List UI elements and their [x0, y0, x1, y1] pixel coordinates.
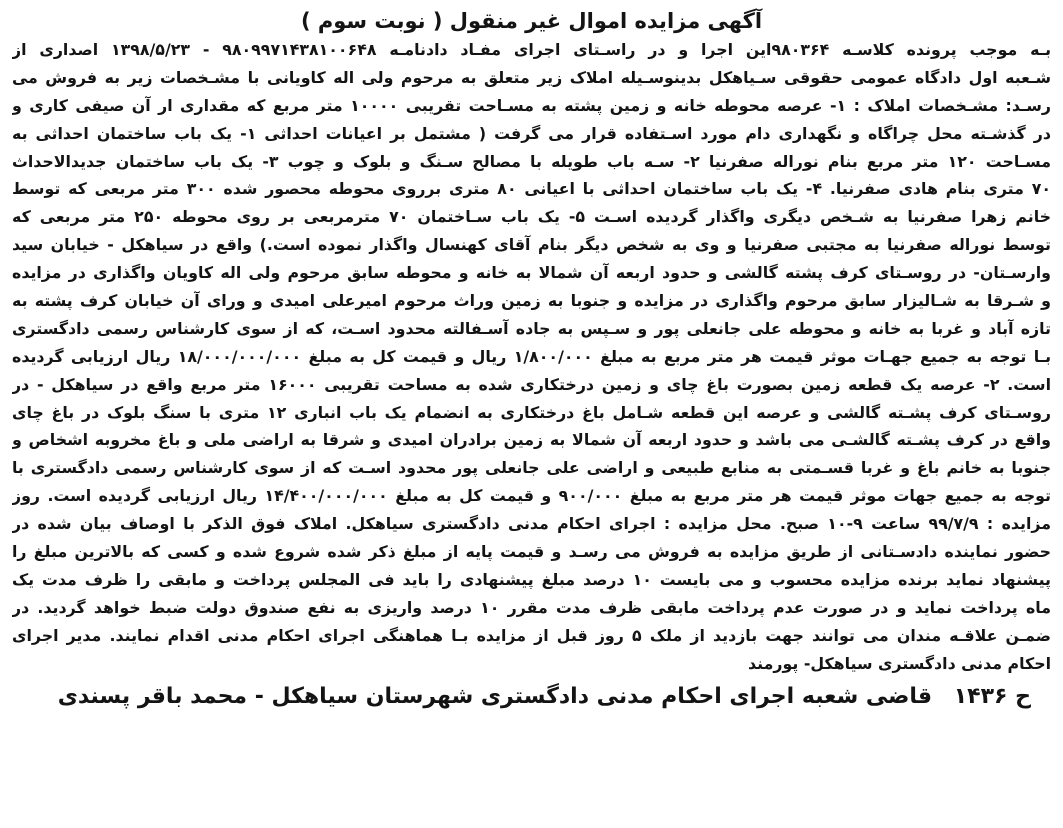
notice-line: شـعبه اول دادگاه عمومی حقوقی سـیاهکل بدینوسـیله املاک زیر متعلق به مرحوم ولی اله کاویانی با مشـخصات زیر به فروش می	[12, 67, 1051, 87]
signature-text: قاضی شعبه اجرای احکام مدنی دادگستری شهرستان سیاهکل - محمد باقر پسندی	[57, 684, 933, 710]
notice-line: روسـتای کرف پشـته گالشی و عرصه این قطعه شـامل باغ درختکاری به انضمام یک باب انباری ۱۲ متری با سنگ بلوک در باغ چای	[12, 402, 1051, 422]
notice-line: مزایده : ۹۹/۷/۹ ساعت ۹-۱۰ صبح. محل مزایده : اجرای احکام مدنی دادگستری سیاهکل. املاک فوق الذکر با اوصاف بیان شده در	[12, 514, 1051, 534]
notice-line: بـه موجب پرونده کلاسـه ۹۸۰۳۶۴این اجرا و در راسـتای اجرای مفـاد دادنامـه ۹۸۰۹۹۷۱۴۳۸۱۰۰۶۴۸ - ۱۳۹۸/۵/۲۳ اصداری از	[12, 40, 1051, 59]
notice-line: حضور نماینده دادسـتانی از طریق مزایده به فروش می رسـد و قیمت پایه از مبلغ ذکر شده شروع شده و کسی که بالاترین مبلغ را	[12, 542, 1051, 562]
signature-prefix: ح	[1015, 684, 1031, 710]
notice-line: توجه به جمیع جهات موثر قیمت هر متر مربع به مبلغ ۹۰۰/۰۰۰ و قیمت کل به مبلغ ۱۴/۴۰۰/۰۰۰/۰۰۰ ریال ارزیابی گردیده است. روز	[12, 486, 1051, 506]
notice-signature	[12, 680, 1051, 714]
notice-line: ماه پرداخت نماید و در صورت عدم پرداخت مابقی ظرف مدت مقرر ۱۰ درصد واریزی به نفع صندوق دولت ضبط خواهد گردید. در	[12, 597, 1051, 617]
notice-title: آگهی مزایده اموال غیر منقول ( نوبت سوم )	[300, 9, 763, 33]
notice-line: ۷۰ متری بنام هادی صفرنیا. ۴- یک باب ساختمان احداثی با اعیانی ۸۰ متری برروی محوطه محصور شده ۳۰۰ متر مربعی که توسط	[12, 179, 1051, 199]
notice-line: واقع در کرف پشـته گالشـی می باشد و حدود اربعه آن شمالا به زمین برادران امیدی و شرقا به اراضی ملی و باغ مخروبه اشخاص و	[12, 430, 1051, 450]
notice-line: است. ۲- عرصه یک قطعه زمین بصورت باغ چای و زمین درختکاری شده به مساحت تقریبی ۱۶۰۰۰ متر مربع واقع در سیاهکل - در	[12, 374, 1051, 394]
notice-line: توسط نوراله صفرنیا به مجتبی صفرنیا و وی به شخص دیگر بنام آقای کهنسال واگذار نموده است.) واقع در سیاهکل - خیابان سید	[12, 235, 1051, 255]
notice-line: وارسـتان- در روسـتای کرف پشته گالشی و حدود اربعه آن شمالا به خانه و محوطه سابق مرحوم ولی اله کاویان واگذاری در مزایده	[12, 263, 1051, 283]
notice-line: رسـد: مشـخصات املاک : ۱- عرصه محوطه خانه و زمین پشته به مسـاحت تقریبی ۱۰۰۰۰ متر مربع که مقداری ار آن صیفی کاری و	[12, 95, 1051, 115]
notice-line: ضمـن علاقـه مندان می توانند جهت بازدید از ملک ۵ روز قبل از مزایده بـا هماهنگی اجرای احکام مدنی اقدام نمایند. مدیر اجرای	[12, 625, 1051, 645]
notice-line: در گذشـته محل چراگاه و نگهداری دام مورد اسـتفاده قرار می گرفت ( مشتمل بر اعیانات احداثی ۱- یک باب ساختمان احداثی به	[12, 123, 1051, 143]
notice-line: تازه آباد و غربا به خانه و محوطه علی جانعلی پور و سـپس به جاده آسـفالته محدود اسـت، که از سوی کارشناس رسمی دادگستری	[12, 318, 1051, 338]
signature-number: ۱۴۳۶	[953, 684, 1008, 710]
notice-line: پیشنهاد نماید برنده مزایده محسوب و می بایست ۱۰ درصد مبلغ پیشنهادی را باید فی المجلس پرداخت و مابقی را ظرف مدت یک	[12, 569, 1051, 589]
notice-line: جنوبا به خانم باغ و غربا قسـمتی به منابع طبیعی و اراضی علی جانعلی پور محدود اسـت که از سوی کارشناس رسمی دادگستری با	[12, 458, 1051, 478]
notice-line: احکام مدنی دادگستری سیاهکل- پورمند	[748, 653, 1051, 673]
notice-body	[12, 36, 1051, 677]
notice-line: بـا توجه به جمیع جهـات موثر قیمت هر متر مربع به مبلغ ۱/۸۰۰/۰۰۰ ریال و قیمت کل به مبلغ ۱۸/۰۰۰/۰۰۰/۰۰۰ ریال ارزیابی گردیده	[12, 346, 1051, 366]
notice-line: خانم زهرا صفرنیا به شـخص دیگری واگذار گردیده اسـت ۵- یک باب سـاختمان ۷۰ مترمربعی بر روی محوطه ۲۵۰ متر مربعی که	[12, 207, 1051, 227]
notice-line: و شـرقا به شـالیزار سابق مرحوم واگذاری در مزایده و جنوبا به زمین وراث مرحوم امیرعلی امیدی و ورای آن خیابان کرف پشته به	[12, 291, 1051, 311]
notice-line: مسـاحت ۱۲۰ متر مربع بنام نوراله صفرنیا ۲- سـه باب طویله با مصالح سـنگ و بلوک و چوب ۳- یک باب ساختمان جدیدالاحداث	[12, 151, 1051, 171]
